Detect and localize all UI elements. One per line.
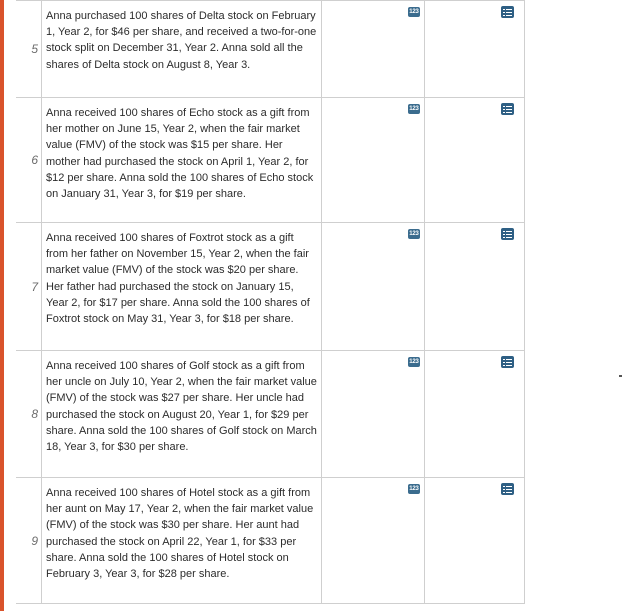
calculator-icon[interactable]: 123 bbox=[409, 106, 419, 112]
table-row bbox=[16, 351, 525, 478]
row-number: 7 bbox=[16, 223, 42, 351]
row-number: 9 bbox=[16, 478, 42, 604]
list-icon[interactable] bbox=[501, 6, 514, 18]
answer-cell[interactable] bbox=[322, 478, 425, 604]
calculator-icon[interactable]: 123 bbox=[409, 486, 419, 492]
answer-cell[interactable] bbox=[322, 223, 425, 351]
list-icon[interactable] bbox=[501, 483, 514, 495]
explanation-cell[interactable] bbox=[425, 478, 525, 604]
calculator-icon[interactable]: 123 bbox=[409, 359, 419, 365]
transaction-description: Anna received 100 shares of Echo stock as a gift from her mother on June 15, Year 2, when the fair market value (FMV) of the stock was $15 per share. Her mother had purchased the stock on April 1, Year 2, for $12 per share. Anna sold the 100 shares of Echo stock on January 31, Year 3, for $19 per share. bbox=[42, 98, 322, 223]
transaction-description: Anna purchased 100 shares of Delta stock on February 1, Year 2, for $46 per share, and received a two-for-one stock split on December 31, Year 2. Anna sold all the shares of Delta stock on August 8, Year 3. bbox=[42, 1, 322, 98]
list-icon[interactable] bbox=[501, 103, 514, 115]
row-number: 8 bbox=[16, 351, 42, 478]
transaction-description: Anna received 100 shares of Golf stock as a gift from her uncle on July 10, Year 2, when the fair market value (FMV) of the stock was $27 per share. Her uncle had purchased the stock on August 20, Year 1, for $29 per share. Anna sold the 100 shares of Golf stock on March 18, Year 3, for $30 per share. bbox=[42, 351, 322, 478]
explanation-cell[interactable] bbox=[425, 98, 525, 223]
table-row bbox=[16, 478, 525, 604]
stock-transactions-table bbox=[16, 0, 525, 604]
table-row bbox=[16, 1, 525, 98]
calculator-icon[interactable]: 123 bbox=[409, 231, 419, 237]
transaction-description: Anna received 100 shares of Hotel stock as a gift from her aunt on May 17, Year 2, when the fair market value (FMV) of the stock was $30 per share. Her aunt had purchased the stock on April 22, Year 1, for $33 per share. Anna sold the 100 shares of Hotel stock on February 3, Year 3, for $28 per share. bbox=[42, 478, 322, 604]
calculator-icon[interactable]: 123 bbox=[409, 9, 419, 15]
list-icon[interactable] bbox=[501, 356, 514, 368]
list-icon[interactable] bbox=[501, 228, 514, 240]
explanation-cell[interactable] bbox=[425, 223, 525, 351]
row-number: 6 bbox=[16, 98, 42, 223]
explanation-cell[interactable] bbox=[425, 1, 525, 98]
table-row bbox=[16, 223, 525, 351]
answer-cell[interactable] bbox=[322, 351, 425, 478]
explanation-cell[interactable] bbox=[425, 351, 525, 478]
cursor-mark bbox=[619, 375, 622, 377]
table-row bbox=[16, 98, 525, 223]
left-accent-bar bbox=[0, 0, 4, 611]
row-number: 5 bbox=[16, 1, 42, 98]
answer-cell[interactable] bbox=[322, 1, 425, 98]
answer-cell[interactable] bbox=[322, 98, 425, 223]
transaction-description: Anna received 100 shares of Foxtrot stock as a gift from her father on November 15, Year 2, when the fair market value (FMV) of the stock was $20 per share. Her father had purchased the stock on January 15, Year 2, for $17 per share. Anna sold the 100 shares of Foxtrot stock on May 31, Year 3, for $18 per share. bbox=[42, 223, 322, 351]
